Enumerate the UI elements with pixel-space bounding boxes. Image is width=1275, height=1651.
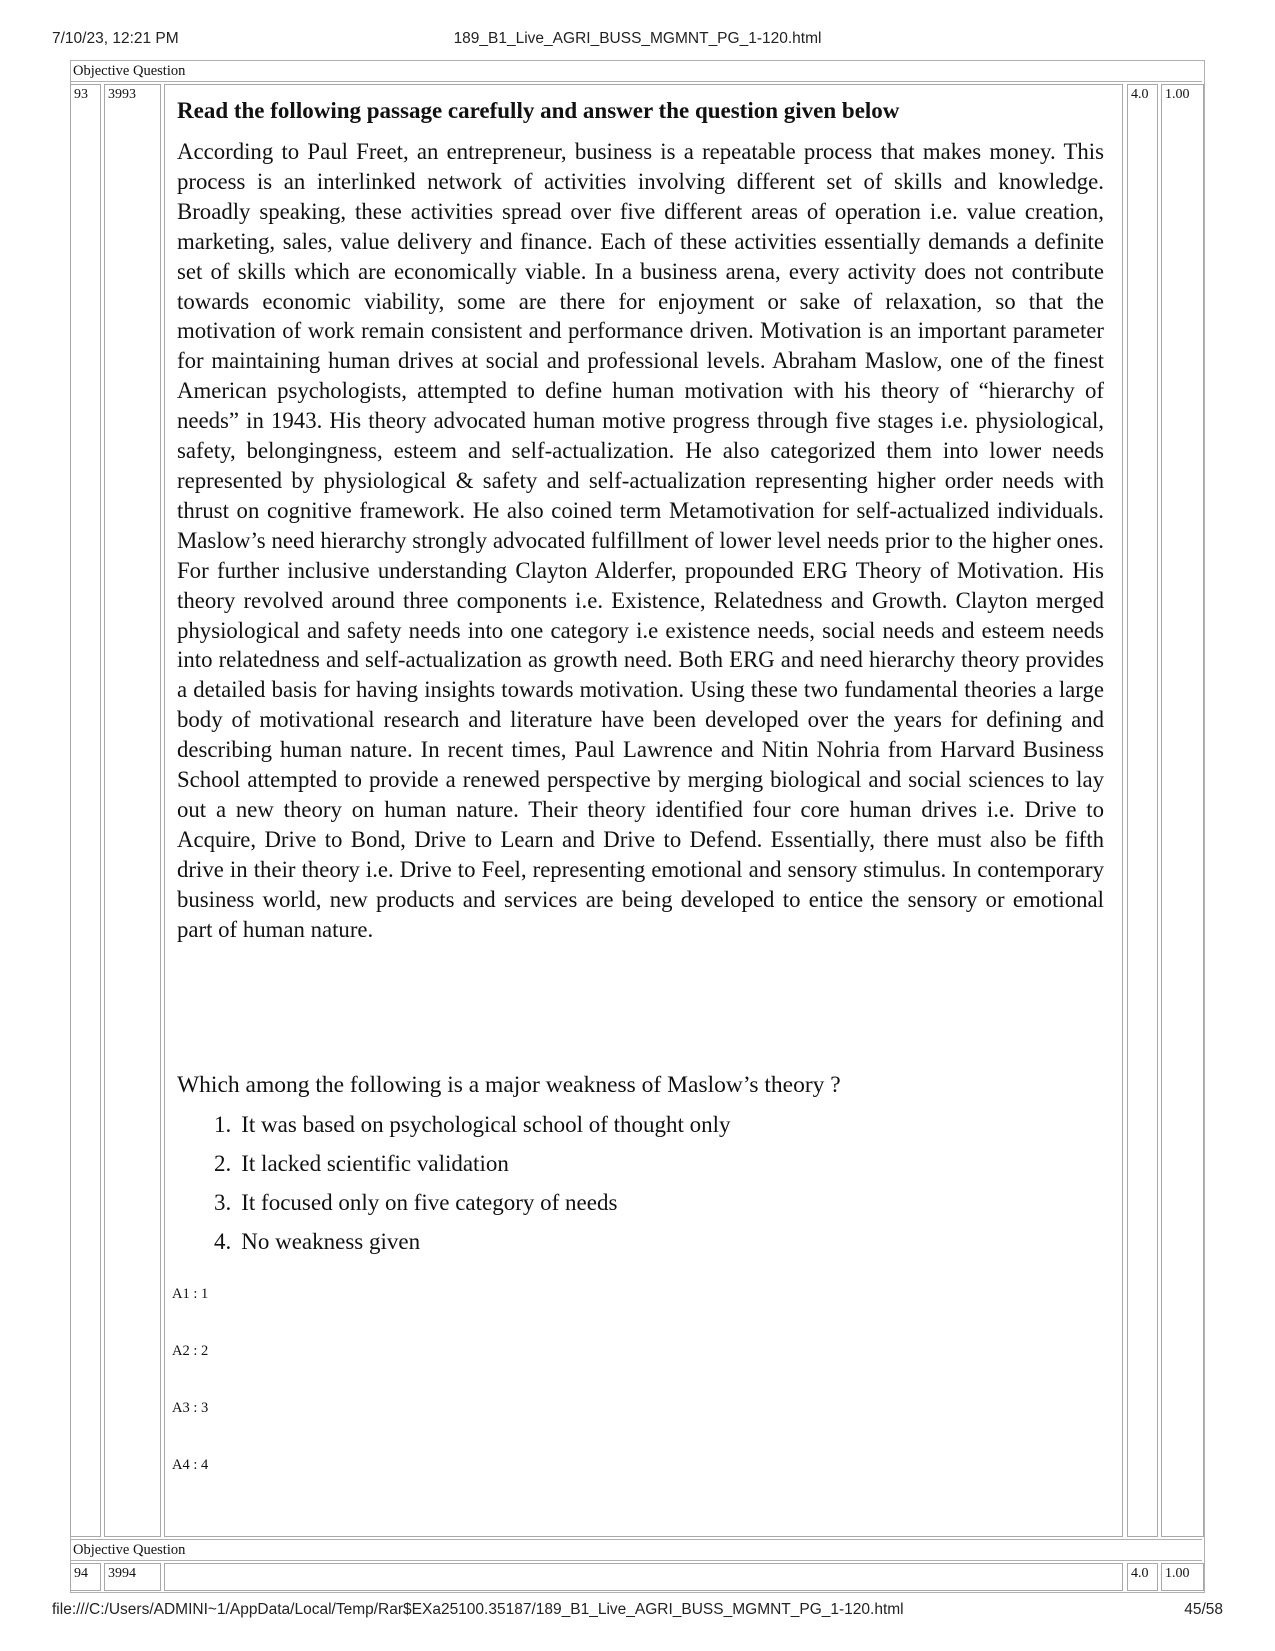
answer-key: A2 : 2 <box>172 1343 209 1359</box>
option-text: It focused only on five category of needs <box>241 1190 618 1215</box>
question-body <box>164 1563 1123 1591</box>
question-marks: 4.0 <box>1127 1563 1158 1591</box>
question-marks: 4.0 <box>1127 84 1158 1537</box>
answer-key: A3 : 3 <box>172 1400 209 1416</box>
section-label: Objective Question <box>73 63 186 79</box>
option-text: It was based on psychological school of thought only <box>241 1112 731 1137</box>
divider <box>71 1539 1202 1540</box>
section-label: Objective Question <box>73 1542 186 1558</box>
option-number: 4. <box>214 1229 232 1254</box>
print-datetime: 7/10/23, 12:21 PM <box>52 30 179 47</box>
passage-title: Read the following passage carefully and answer the question given below <box>177 98 900 123</box>
question-id: 3994 <box>104 1563 161 1591</box>
question-number: 94 <box>70 1563 101 1591</box>
option-item <box>214 1110 731 1140</box>
document-title: 189_B1_Live_AGRI_BUSS_MGMNT_PG_1-120.html <box>453 30 822 47</box>
option-number: 3. <box>214 1190 232 1215</box>
passage-text: According to Paul Freet, an entrepreneur, business is a repeatable process that makes money. This process is an interlinked network of activities involving different set of skills and knowledge. Broadly speaking, these activities spread over five different areas of operation i.e. value creation, marketing, sales, value delivery and finance. Each of these activities essentially demands a definite set of skills which are economically viable. In a business arena, every activity does not contribute towards economic viability, some are there for enjoyment or sake of relaxation, so that the motivation of work remain consistent and performance driven. Motivation is an important parameter for maintaining human drives at social and professional levels. Abraham Maslow, one of the finest American psychologists, attempted to define human motivation with his theory of “hierarchy of needs” in 1943. His theory advocated human motive progress through five stages i.e. physiological, safety, belongingness, esteem and self-actualization. He also categorized them into lower needs represented by physiological & safety and self-actualization representing higher order needs with thrust on cognitive framework. He also coined term Metamotivation for self-actualized individuals. Maslow’s need hierarchy strongly advocated fulfillment of lower level needs prior to the higher ones. For further inclusive understanding Clayton Alderfer, propounded ERG Theory of Motivation. His theory revolved around three components i.e. Existence, Relatedness and Growth. Clayton merged physiological and safety needs into one category i.e existence needs, social needs and esteem needs into relatedness and self-actualization as growth need. Both ERG and need hierarchy theory provides a detailed basis for having insights towards motivation. Using these two fundamental theories a large body of motivational research and literature have been developed over the years for defining and describing human nature. In recent times, Paul Lawrence and Nitin Nohria from Harvard Business School attempted to provide a renewed perspective by merging biological and social sciences to lay out a new theory on human nature. Their theory identified four core human drives i.e. Drive to Acquire, Drive to Bond, Drive to Learn and Drive to Defend. Essentially, there must also be fifth drive in their theory i.e. Drive to Feel, representing emotional and sensory stimulus. In contemporary business world, new products and services are being developed to entice the sensory or emotional part of human nature. <box>177 139 1104 942</box>
option-text: It lacked scientific validation <box>241 1151 509 1176</box>
divider <box>71 81 1202 82</box>
question-number: 93 <box>70 84 101 1537</box>
divider <box>71 1560 1202 1561</box>
option-number: 2. <box>214 1151 232 1176</box>
question-id: 3993 <box>104 84 161 1537</box>
option-number: 1. <box>214 1112 232 1137</box>
answer-key: A4 : 4 <box>172 1457 209 1473</box>
question-text: Which among the following is a major weakness of Maslow’s theory ? <box>177 1072 841 1098</box>
option-item <box>214 1227 420 1257</box>
option-text: No weakness given <box>241 1229 421 1254</box>
page-counter: 45/58 <box>1184 1601 1223 1618</box>
option-item <box>214 1188 617 1218</box>
option-item <box>214 1149 509 1179</box>
answer-key: A1 : 1 <box>172 1286 209 1302</box>
negative-marks: 1.00 <box>1161 1563 1204 1591</box>
negative-marks: 1.00 <box>1161 84 1204 1537</box>
file-path: file:///C:/Users/ADMINI~1/AppData/Local/Temp/Rar$EXa25100.35187/189_B1_Live_AGRI_BUSS_MGMNT_PG_1-120.html <box>52 1601 904 1618</box>
